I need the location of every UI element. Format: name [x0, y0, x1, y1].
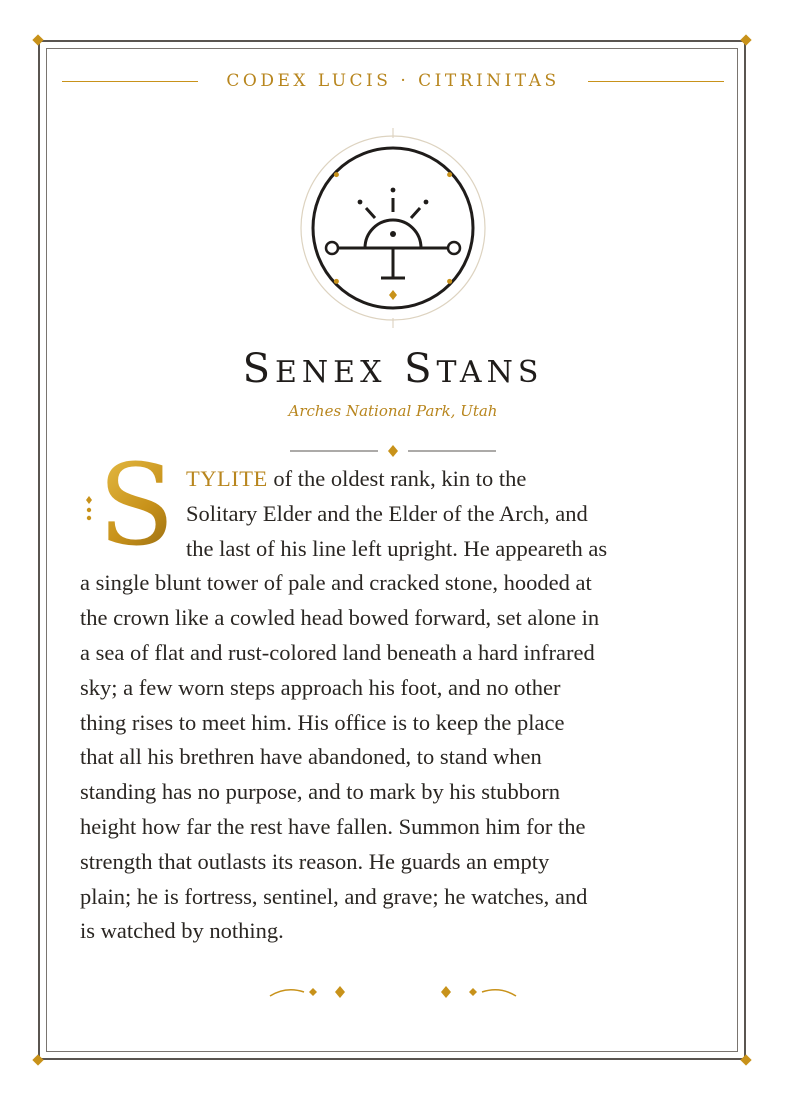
diamond-divider-icon [290, 442, 496, 458]
header-rule-right [588, 81, 724, 82]
body-line [80, 462, 710, 497]
body-line: standing has no purpose, and to mark by his stubborn [80, 779, 560, 805]
body-line: thing rises to meet him. His office is to keep the place [80, 709, 565, 735]
body-line: Solitary Elder and the Elder of the Arch, and [186, 500, 588, 526]
body-line: plain; he is fortress, sentinel, and grave; he watches, and [80, 883, 588, 909]
header-rule-left [62, 81, 198, 82]
title-rest-1: ENEX [275, 355, 387, 390]
title-initial-2: S [404, 346, 437, 392]
location-subtitle: Arches National Park, Utah [288, 402, 498, 420]
body-line-text: of the oldest rank, kin to the [267, 466, 527, 491]
body-line: is watched by nothing. [80, 918, 284, 944]
title-initial-1: S [242, 346, 276, 392]
body-line: a single blunt tower of pale and cracked stone, hooded at [80, 570, 592, 596]
body-text [80, 462, 710, 949]
body-line: strength that outlasts its reason. He guards an empty [80, 848, 550, 874]
sigil-emblem-icon [293, 128, 493, 328]
body-line: that all his brethren have abandoned, to stand when [80, 744, 542, 770]
flourish-ornament-icon [262, 978, 524, 1006]
body-line: sky; a few worn steps approach his foot, and no other [80, 674, 561, 700]
page-header [62, 68, 724, 94]
drop-cap: S [98, 446, 178, 566]
page-title [0, 346, 786, 392]
body-line: the last of his line left upright. He appeareth as [186, 535, 608, 561]
lead-word: TYLITE [186, 466, 268, 491]
body-line: height how far the rest have fallen. Summon him for the [80, 813, 586, 839]
body-line: a sea of flat and rust-colored land beneath a hard infrared [80, 639, 595, 665]
title-rest-2: TANS [436, 355, 544, 390]
header-title: CODEX LUCIS · CITRINITAS [226, 71, 560, 91]
body-line: the crown like a cowled head bowed forward, set alone in [80, 605, 600, 631]
